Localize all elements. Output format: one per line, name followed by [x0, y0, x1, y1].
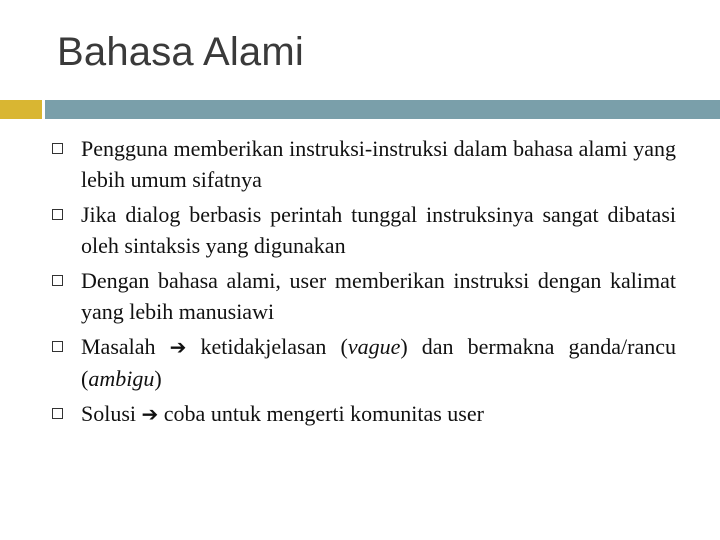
list-item [52, 331, 676, 394]
bullet-text-lead: Masalah [81, 334, 170, 359]
bullet-text: Jika dialog berbasis perintah tunggal instruksinya sangat dibatasi oleh sintaksis yang digunakan [81, 202, 676, 258]
square-bullet-icon [52, 209, 63, 220]
bullet-text-mid: ketidakjelasan ( [186, 334, 348, 359]
right-arrow-icon: ➔ [169, 335, 187, 359]
square-bullet-icon [52, 341, 63, 352]
bullet-list [52, 133, 676, 434]
right-arrow-icon: ➔ [141, 402, 159, 426]
bullet-text-end: coba untuk mengerti komunitas user [158, 401, 484, 426]
square-bullet-icon [52, 143, 63, 154]
bullet-text-end: ) [154, 366, 162, 391]
list-item [52, 133, 676, 195]
term-vague: vague [347, 334, 401, 359]
title-accent-bar [0, 100, 42, 119]
square-bullet-icon [52, 408, 63, 419]
list-item [52, 265, 676, 327]
bullet-text: Pengguna memberikan instruksi-instruksi dalam bahasa alami yang lebih umum sifatnya [81, 136, 676, 192]
square-bullet-icon [52, 275, 63, 286]
term-ambigu: ambigu [88, 366, 155, 391]
title-divider-bar [45, 100, 720, 119]
bullet-text: Dengan bahasa alami, user memberikan instruksi dengan kalimat yang lebih manusiawi [81, 268, 676, 324]
slide-title: Bahasa Alami [57, 30, 304, 74]
bullet-text-mid2: ) dan bermakna ganda/rancu ( [81, 334, 677, 391]
list-item [52, 199, 676, 261]
list-item [52, 398, 676, 430]
bullet-text-lead: Solusi [81, 401, 142, 426]
